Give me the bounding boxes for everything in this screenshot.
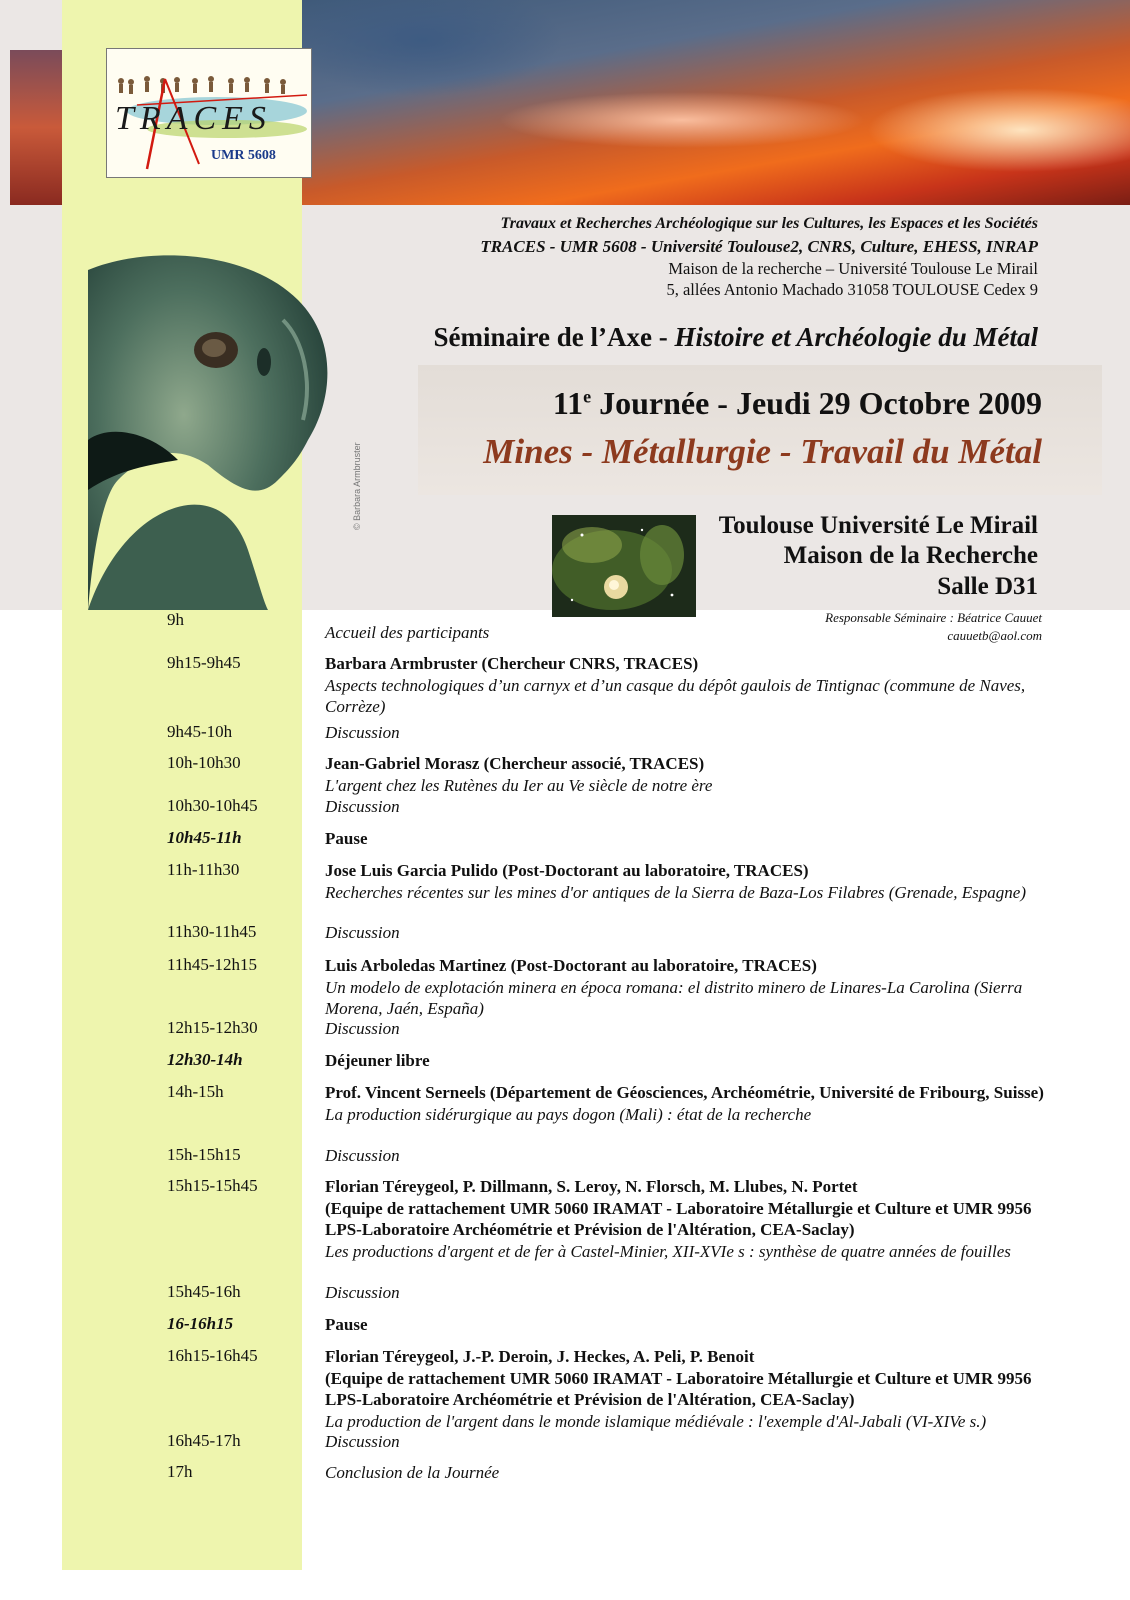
program-description: Discussion: [325, 1432, 400, 1451]
program-time: 16h15-16h45: [167, 1346, 258, 1365]
institution-affiliation: TRACES - UMR 5608 - Université Toulouse2, CNRS, Culture, EHESS, INRAP: [480, 237, 1038, 256]
journee-date: [553, 385, 1042, 422]
seminar-title: [434, 322, 1038, 353]
program-time: 9h: [167, 610, 184, 629]
program-description: Aspects technologiques d’un carnyx et d’un casque du dépôt gaulois de Tintignac (commune de Naves, Corrèze): [325, 675, 1026, 716]
program-speaker: Barbara Armbruster (Chercheur CNRS, TRACES): [325, 654, 699, 673]
program-entry: [325, 922, 1062, 944]
program-entry: [325, 622, 1062, 644]
program-time: 16-16h15: [167, 1314, 234, 1333]
institution-address: 5, allées Antonio Machado 31058 TOULOUSE Cedex 9: [666, 280, 1038, 299]
program-entry: [325, 1346, 1062, 1432]
program-entry: [325, 860, 1062, 903]
program-description: L'argent chez les Rutènes du Ier au Ve siècle de notre ère: [325, 775, 713, 795]
seminar-axis: Histoire et Archéologie du Métal: [674, 322, 1038, 352]
program-entry: [325, 753, 1062, 796]
logo-wordmark: TRACES: [115, 100, 272, 137]
venue-room: Salle D31: [937, 573, 1038, 600]
bronze-carnyx-photo: [88, 250, 368, 610]
program-description: Un modelo de explotación minera en época romana: el distrito minero de Linares-La Carolina (Sierra Morena, Jaén, España): [325, 977, 1023, 1018]
program-time: 15h45-16h: [167, 1282, 241, 1301]
program-entry: [325, 653, 1062, 718]
program-description: Discussion: [325, 1283, 400, 1302]
seminar-prefix: Séminaire de l’Axe -: [433, 322, 675, 352]
program-time: 10h-10h30: [167, 753, 241, 772]
seminar-responsible: Responsable Séminaire : Béatrice Cauuet: [825, 610, 1042, 625]
journee-number: 11: [552, 385, 584, 421]
program-break: Déjeuner libre: [325, 1051, 430, 1070]
program-time: 15h15-15h45: [167, 1176, 258, 1195]
program-time: 14h-15h: [167, 1082, 224, 1101]
program-time: 17h: [167, 1462, 193, 1481]
program-description: Accueil des participants: [325, 623, 490, 642]
venue-building: Maison de la Recherche: [783, 542, 1038, 569]
program-entry: [325, 1082, 1062, 1125]
program-speaker: Florian Téreygeol, J.-P. Deroin, J. Heckes, A. Peli, P. Benoit: [325, 1347, 755, 1366]
program-description: Les productions d'argent et de fer à Castel-Minier, XII-XVIe s : synthèse de quatre années de fouilles: [325, 1241, 1011, 1261]
lava-strip-image: [10, 50, 62, 205]
lava-banner-image: [302, 0, 1130, 205]
seminar-theme: Mines - Métallurgie - Travail du Métal: [483, 432, 1042, 471]
program-time: 11h-11h30: [167, 860, 240, 879]
green-side-band: [62, 0, 302, 1570]
program-speaker: Prof. Vincent Serneels (Département de Géosciences, Archéométrie, Université de Fribourg, Suisse): [325, 1083, 1044, 1102]
program-entry: [325, 828, 1062, 850]
program-time: 12h30-14h: [167, 1050, 243, 1069]
program-description: Discussion: [325, 723, 400, 742]
program-entry: [325, 796, 1062, 818]
program-time: 16h45-17h: [167, 1431, 241, 1450]
program-break: Pause: [325, 829, 368, 848]
program-entry: [325, 1050, 1062, 1072]
journee-text: Journée - Jeudi 29 Octobre 2009: [591, 385, 1042, 421]
program-time: 11h30-11h45: [167, 922, 257, 941]
program-time: 12h15-12h30: [167, 1018, 258, 1037]
program-time: 15h-15h15: [167, 1145, 241, 1164]
program-speaker: (Equipe de rattachement UMR 5060 IRAMAT - Laboratoire Métallurgie et Culture et UMR 9956 LPS-Laboratoire Archéométrie et Prévision de l'Altération, CEA-Saclay): [325, 1368, 1032, 1409]
program-entry: [325, 1176, 1062, 1262]
program-description: Conclusion de la Journée: [325, 1463, 500, 1482]
venue-university: Toulouse Université Le Mirail: [718, 512, 1038, 539]
program-speaker: Luis Arboledas Martinez (Post-Doctorant au laboratoire, TRACES): [325, 956, 817, 975]
metal-object-photo: [552, 515, 696, 617]
program-speaker: (Equipe de rattachement UMR 5060 IRAMAT - Laboratoire Métallurgie et Culture et UMR 9956 LPS-Laboratoire Archéométrie et Prévision de l'Altération, CEA-Saclay): [325, 1198, 1032, 1239]
photo-credit: © Barbara Armbruster: [352, 442, 362, 530]
institution-name: Travaux et Recherches Archéologique sur les Cultures, les Espaces et les Sociétés: [500, 215, 1038, 232]
program-time: 11h45-12h15: [167, 955, 258, 974]
logo-umr: UMR 5608: [211, 148, 276, 163]
program-entry: [325, 1018, 1062, 1040]
program-time: 10h45-11h: [167, 828, 242, 847]
program-description: Discussion: [325, 797, 400, 816]
program-time: 9h45-10h: [167, 722, 233, 741]
program-description: Discussion: [325, 923, 400, 942]
program-entry: [325, 955, 1062, 1020]
program-break: Pause: [325, 1315, 368, 1334]
institution-building: Maison de la recherche – Université Toulouse Le Mirail: [668, 259, 1038, 278]
contact-email: cauuetb@aol.com: [947, 628, 1042, 643]
program-description: Discussion: [325, 1019, 400, 1038]
journee-superscript: e: [583, 386, 592, 407]
logo-figures-icon: [118, 76, 286, 94]
program-description: La production sidérurgique au pays dogon (Mali) : état de la recherche: [325, 1104, 812, 1124]
program-entry: [325, 1282, 1062, 1304]
program-speaker: Jose Luis Garcia Pulido (Post-Doctorant au laboratoire, TRACES): [325, 861, 809, 880]
program-entry: [325, 1431, 1062, 1453]
program-speaker: Jean-Gabriel Morasz (Chercheur associé, TRACES): [325, 754, 705, 773]
program-entry: [325, 722, 1062, 744]
program-description: Recherches récentes sur les mines d'or antiques de la Sierra de Baza-Los Filabres (Grenade, Espagne): [325, 882, 1026, 902]
program-description: Discussion: [325, 1146, 400, 1165]
traces-logo: [106, 48, 312, 178]
program-description: La production de l'argent dans le monde islamique médiévale : l'exemple d'Al-Jabali (VI-XIVe s.): [325, 1411, 987, 1431]
program-entry: [325, 1145, 1062, 1167]
program-entry: [325, 1314, 1062, 1336]
program-time: 9h15-9h45: [167, 653, 241, 672]
program-entry: [325, 1462, 1062, 1484]
program-speaker: Florian Téreygeol, P. Dillmann, S. Leroy, N. Florsch, M. Llubes, N. Portet: [325, 1177, 858, 1196]
program-time: 10h30-10h45: [167, 796, 258, 815]
